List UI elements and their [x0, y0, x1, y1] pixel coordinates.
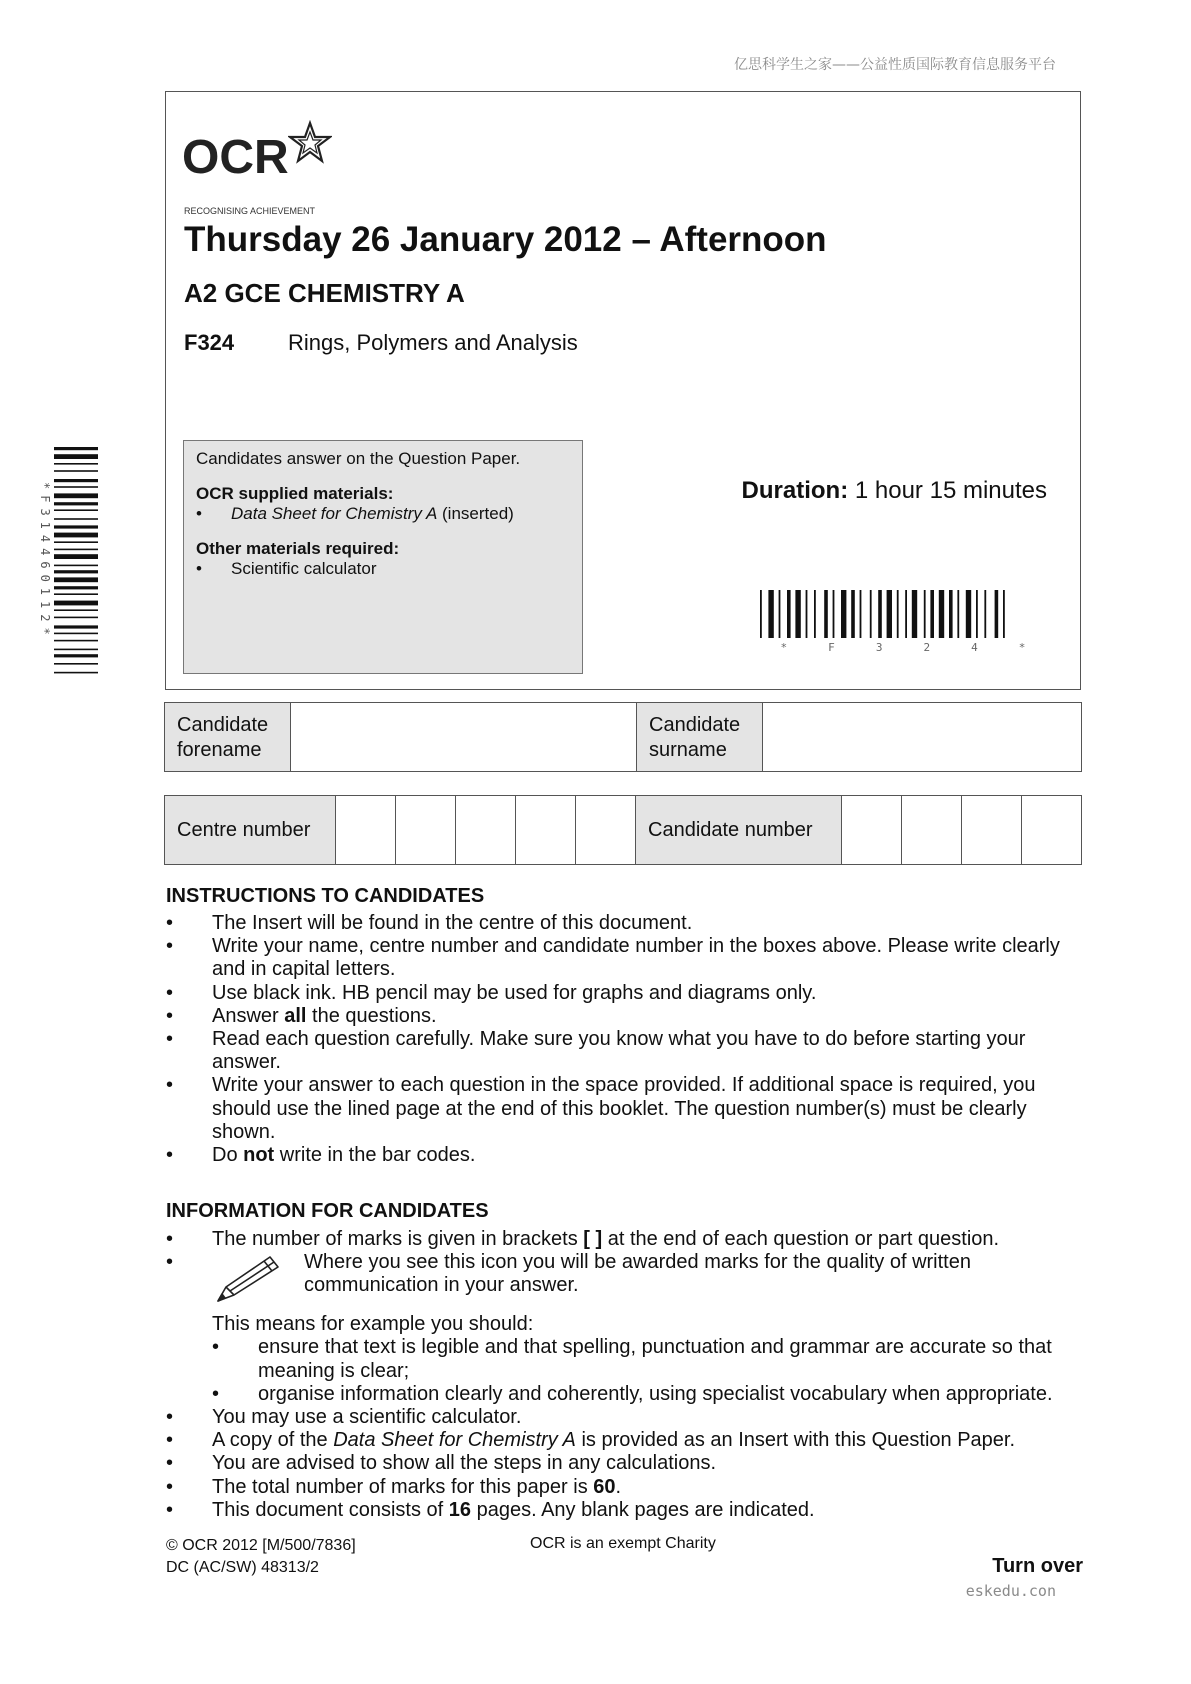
candidate-number-cell[interactable]	[962, 796, 1022, 864]
barcode-digit: 4	[971, 641, 978, 654]
text-post: pages. Any blank pages are indicated.	[471, 1498, 815, 1521]
info-text: You may use a scientific calculator.	[212, 1406, 522, 1429]
bullet: •	[166, 1498, 174, 1521]
forename-label	[165, 703, 291, 771]
other-heading: Other materials required:	[196, 539, 400, 558]
bullet: •	[166, 912, 174, 934]
charity-note: OCR is an exempt Charity	[530, 1535, 716, 1552]
surname-label-line2: surname	[649, 739, 727, 761]
text-pre: The number of marks is given in brackets	[212, 1228, 584, 1250]
bullet: •	[166, 1406, 174, 1429]
text-italic: Data Sheet for Chemistry A	[333, 1429, 576, 1452]
exam-date-title: Thursday 26 January 2012 – Afternoon	[184, 220, 827, 259]
info-text: You are advised to show all the steps in any calculations.	[212, 1452, 717, 1475]
text-post: write in the bar codes.	[274, 1144, 476, 1167]
list-item	[166, 1251, 1086, 1313]
text-bold: 16	[448, 1498, 472, 1521]
list-item	[166, 1499, 1086, 1522]
forename-field[interactable]	[291, 703, 637, 771]
watermark-top: 亿思科学生之家——公益性质国际教育信息服务平台	[734, 57, 1056, 73]
info-text	[212, 1228, 1086, 1251]
turn-over: Turn over	[992, 1555, 1083, 1577]
text-bold: [ ]	[583, 1228, 603, 1250]
text-post: the questions.	[306, 1004, 437, 1027]
text-post: is provided as an Insert with this Question Paper.	[575, 1429, 1016, 1452]
text-post: .	[615, 1475, 622, 1498]
text-bold: all	[284, 1004, 307, 1027]
centre-number-cell[interactable]	[456, 796, 516, 864]
bullet: •	[166, 1028, 174, 1051]
instruction-text: Read each question carefully. Make sure you know what you have to do before starting your answer.	[212, 1028, 1026, 1074]
bullet: •	[166, 1074, 174, 1097]
barcode-digit: 2	[923, 641, 931, 654]
centre-number-cell[interactable]	[336, 796, 396, 864]
candidate-name-row	[164, 702, 1082, 772]
forename-label-line2: forename	[177, 739, 262, 761]
candidate-number-cell[interactable]	[842, 796, 902, 864]
candidate-number-label: Candidate number	[636, 796, 842, 864]
pencil-icon	[212, 1251, 304, 1307]
bullet: •	[196, 559, 202, 578]
bullet: •	[166, 1004, 174, 1027]
list-item	[166, 1406, 1086, 1429]
header-box	[165, 91, 1081, 690]
text-pre: This document consists of	[212, 1498, 449, 1521]
info-text: organise information clearly and coherently, using specialist vocabulary when appropriate.	[258, 1382, 1053, 1405]
bullet: •	[166, 981, 174, 1004]
list-item	[166, 1476, 1086, 1499]
text-pre: The total number of marks for this paper is	[212, 1475, 594, 1498]
barcode-digit: *	[1018, 641, 1026, 654]
list-item	[166, 912, 1086, 935]
instruction-text: Write your answer to each question in the space provided. If additional space is required, you should use the lined page at the end of this booklet. The question number(s) must be clearly shown.	[212, 1074, 1036, 1143]
barcode-digit: 3	[875, 641, 883, 654]
duration-value: 1 hour 15 minutes	[848, 477, 1047, 504]
surname-field[interactable]	[763, 703, 1081, 771]
bullet: •	[166, 935, 174, 958]
info-text	[212, 1499, 1086, 1522]
list-item	[166, 1005, 1086, 1028]
instruction-text	[212, 1005, 1086, 1028]
instruction-text: The Insert will be found in the centre of this document.	[212, 912, 693, 934]
list-item	[166, 1074, 1086, 1144]
list-item	[166, 1313, 1086, 1336]
bullet: •	[166, 1452, 174, 1475]
bullet: •	[212, 1382, 220, 1405]
list-item	[166, 1144, 1086, 1167]
sub-list-item	[166, 1383, 1086, 1406]
info-text	[212, 1476, 1086, 1499]
surname-label	[637, 703, 763, 771]
info-text: Where you see this icon you will be awarded marks for the quality of written communication in your answer.	[304, 1251, 971, 1297]
logo-text: OCR	[182, 131, 289, 184]
instructions-heading: INSTRUCTIONS TO CANDIDATES	[166, 885, 485, 907]
instructions-list	[166, 912, 1086, 1167]
footer-left	[166, 1535, 356, 1579]
text-bold: 60	[593, 1475, 616, 1498]
other-item-text: Scientific calculator	[231, 559, 377, 578]
unit-title: Rings, Polymers and Analysis	[288, 330, 578, 355]
subject-title: A2 GCE CHEMISTRY A	[184, 278, 465, 308]
bullet: •	[212, 1336, 220, 1359]
supplied-item	[196, 504, 570, 524]
information-list	[166, 1228, 1086, 1522]
candidate-number-row	[164, 795, 1082, 865]
supplied-item-italic: Data Sheet for Chemistry A	[231, 504, 438, 523]
text-pre: Do	[212, 1144, 244, 1167]
list-item	[166, 1429, 1086, 1452]
duration	[742, 477, 1047, 505]
candidate-number-cell[interactable]	[902, 796, 962, 864]
list-item	[166, 1452, 1086, 1475]
list-item	[166, 1028, 1086, 1074]
bullet: •	[166, 1251, 174, 1274]
logo-tagline: RECOGNISING ACHIEVEMENT	[184, 206, 316, 216]
centre-number-cell[interactable]	[576, 796, 636, 864]
instruction-text: Use black ink. HB pencil may be used for graphs and diagrams only.	[212, 981, 817, 1004]
centre-number-label: Centre number	[165, 796, 336, 864]
ocr-logo	[182, 120, 342, 216]
star-icon	[288, 120, 332, 164]
text-pre: A copy of the	[212, 1429, 334, 1452]
other-item	[196, 559, 570, 579]
text-pre: Answer	[212, 1004, 285, 1027]
list-item	[166, 982, 1086, 1005]
info-text: ensure that text is legible and that spelling, punctuation and grammar are accurate so that meaning is clear;	[258, 1336, 1052, 1382]
barcode-digit: F	[828, 641, 835, 654]
candidate-number-cell[interactable]	[1022, 796, 1081, 864]
info-text: This means for example you should:	[212, 1313, 534, 1336]
instruction-text	[212, 1144, 1086, 1167]
forename-label-line1: Candidate	[177, 714, 269, 736]
bullet: •	[166, 1144, 174, 1167]
duration-label: Duration:	[741, 477, 849, 504]
dc-code: DC (AC/SW) 48313/2	[166, 1559, 319, 1576]
info-text	[212, 1429, 1086, 1452]
unit-code: F324	[184, 330, 235, 355]
information-heading: INFORMATION FOR CANDIDATES	[166, 1200, 489, 1222]
bullet: •	[166, 1429, 174, 1452]
list-item	[166, 1228, 1086, 1251]
answer-line: Candidates answer on the Question Paper.	[196, 449, 521, 468]
supplied-item-rest: (inserted)	[437, 504, 514, 523]
centre-number-cell[interactable]	[516, 796, 576, 864]
list-item	[166, 935, 1086, 981]
barcode-digit: *	[780, 641, 788, 654]
sub-list-item	[166, 1336, 1086, 1382]
copyright: © OCR 2012 [M/500/7836]	[166, 1537, 356, 1554]
surname-label-line1: Candidate	[649, 714, 741, 736]
watermark-bottom: eskedu.con	[965, 1582, 1056, 1600]
materials-box	[183, 440, 583, 674]
bullet: •	[166, 1475, 174, 1498]
side-barcode-digits: *F314460112*	[38, 481, 52, 641]
bullet: •	[166, 1228, 174, 1250]
bullet: •	[196, 504, 202, 523]
text-post: at the end of each question or part question.	[602, 1228, 1000, 1250]
unit-barcode-digits	[760, 641, 1046, 654]
text-bold: not	[243, 1144, 275, 1167]
instruction-text: Write your name, centre number and candidate number in the boxes above. Please write clearly and in capital letters.	[212, 935, 1060, 981]
centre-number-cell[interactable]	[396, 796, 456, 864]
supplied-heading: OCR supplied materials:	[196, 484, 394, 503]
